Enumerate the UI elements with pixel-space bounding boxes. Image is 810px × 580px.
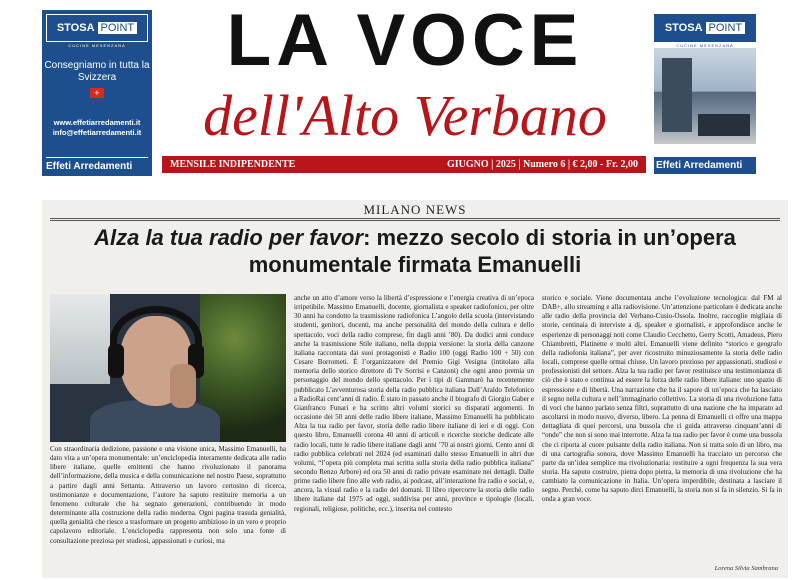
masthead-subtitle: dell'Alto Verbano: [203, 83, 607, 148]
masthead-title: LA VOCE: [226, 0, 584, 81]
headline-rest: : mezzo secolo di storia in un’opera monumentale firmata Emanuelli: [248, 225, 736, 277]
ad-left-contacts: [42, 118, 152, 138]
swiss-flag-icon: +: [90, 88, 104, 98]
ad-right-logo: STOSA POINT: [654, 14, 756, 42]
section-label: MILANO NEWS: [363, 202, 467, 217]
section-rule: [50, 218, 780, 219]
ad-left-consegna: Consegniamo in tutta la Svizzera: [44, 60, 150, 83]
masthead-bar: [162, 156, 646, 173]
kitchen-photo: [654, 48, 756, 144]
ad-left-email[interactable]: info@effetiarredamenti.it: [52, 128, 142, 137]
article: [42, 200, 788, 578]
ad-left-website[interactable]: www.effetiarredamenti.it: [53, 118, 141, 127]
article-signature: Lorena Silvia Sambrana: [714, 565, 778, 572]
ad-right-brand-sub: CUCINE MESENZANA: [676, 43, 734, 48]
masthead-tagline: MENSILE INDIPENDENTE: [170, 159, 296, 170]
kitchen-island: [698, 114, 750, 136]
article-column-3: storico e sociale. Viene documentata anche l’evoluzione tecnologica: dal FM al DAB+, allo streaming e alla radiovisione. Un’attenzione particolare è dedicata anche alle radio della provincia del Verbano-Cusio-Ossola. Inoltre, raccoglie migliaia di storie, centinaia di interviste a dj, speaker e giornalisti, e approfondisce anche le esperienze di personaggi noti come Claudio Cecchetto, Gerry Scotti, Amadeus, Piero Chiambretti, Platinette e molti altri. Emanuelli viene definito “storico e geografo della radiofonia italiana”, per aver ricostruito minuziosamente la storia delle radio locali, comprese quelle ormai chiuse. Un lavoro prezioso per appassionati, studiosi e professionisti del settore. Alza la tua radio per favor restituisce una testimonianza di ciò che è stato e continua ad essere la forza delle radio libere italiane: uno spazio di espressione e di libertà. Una narrazione che ha il sapore di un’epoca che ha lasciato il segno nella cultura e nell’immaginario collettivo. La storia di una rivoluzione fatta di voci che hanno parlato senza filtri, soprattutto di una nazione che ha imparato ad ascoltarsi in modo nuovo, diverso, libero. La penna di Emanuelli ci offre una mappa dettagliata di quei percorsi, una bussola che ci guida attraverso cinquant’anni di “onde” che non si sono mai interrotte. Alza la tua radio per favor è come una bussola che ci riporta al cuore pulsante della radio italiana. Non si tratta solo di un libro, ma di una cartografia sonora, dove Massimo Emanuelli ha tracciato un percorso che parte da un’idea semplice ma rivoluzionaria: restituire a ogni frequenza la sua vera storia. Ha saputo costruire, pietra dopo pietra, la memoria di una rivoluzione che ha cambiato la comunicazione in Italia. Un’opera imperdibile, destinata a lasciare il segno. Perché, come ha saputo dirci Emanuelli, la storia non si fa in silenzio. Si fa in onda a gran voce.: [542, 294, 782, 504]
article-headline: [52, 224, 778, 278]
section-rule: [50, 220, 780, 221]
ad-left-footer: Effeti Arredamenti: [46, 157, 148, 172]
article-column-2: anche un atto d’amore verso la libertà d’espressione e l’energia creativa di un’epoca irripetibile. Massimo Emanuelli, docente, giornalista e speaker radiofonico, per oltre 30 anni ha condotto la trasmissione radiofonica L’angolo della scuola (intervistando studenti, genitori, docenti, ma anche personalità del mondo della cultura e dello spettacolo, voci della radio comprese, fin dagli anni ’80). Da dodici anni conduce anche la trasmissione Stile italiano, nella doppia versione: la storia della canzone italiana raccontata dai suoi protagonisti e Radio 100 (oggi Radio 100 + 50) con Cesare Borrometi. È l’organizzatore del Premio Gigi Vesigna (intitolato alla memoria dello storico direttore di Tv Sorrisi e Canzoni) che ogni anno premia un personaggio del mondo dello spettacolo. Per i tipi di Gammarò ha recentemente pubblicato L’avventurosa storia della radio pubblica italiana Dall’Araldo Telefonico a RadioRai cent’anni di radio. È stato in passato anche il biografo di Giorgio Gaber e Gianfranco Funari e ha scritto altri volumi storici su disparati argomenti. In occasione dei 50 anni delle radio libere italiane, Massimo Emanuelli ha pubblicato Alza la tua radio per favor, storia delle radio libere italiane di ieri e di oggi. Con questo libro, Emanuelli corona 40 anni di articoli e ricerche storiche dedicate alle radio locali, tutte le radio libere italiane dagli anni ’70 ai nostri giorni. Cento anni di radio pubblica celebrati nel 2024 (ed esaminati dallo stesso Emanuelli in altri due volumi, “l’opera più completa mai scritta sulla storia della radio pubblica italiana” secondo Renzo Arbore) ed ora 50 anni di radio private esaminate nei dettagli. Dalle prime radio libere fino alle web radio, ai podcast, all’interazione fra radio e social, e, ancora, la visual radio e la radio del domani. Il libro ripercorre la storia delle radio libere italiane dal 1975 ad oggi, suddivisa per anni, province e tipologie (locali, regionali, religiose, politiche, ecc.), inserita nel contesto: [294, 294, 534, 513]
ad-right[interactable]: [650, 10, 760, 176]
headline-italic: Alza la tua radio per favor: [94, 225, 364, 250]
kitchen-cabinet: [662, 58, 692, 132]
ad-right-footer: Effeti Arredamenti: [654, 157, 756, 174]
article-column-1: Con straordinaria dedizione, passione e una visione unica, Massimo Emanuelli, ha dato vita a un’opera monumentale: un’enciclopedia interamente dedicata alle radio libere italiane, quelle emittenti che hanno rivoluzionato il panorama dell’informazione, della musica e della comunicazione nel nostro Paese, soprattutto a partire dagli anni Settanta. Attraverso un lavoro certosino di ricerca, testimonianze e documentazione, l’autore ha saputo restituire memoria a un fenomeno culturale che ha segnato generazioni, contribuendo in modo determinante alla costruzione della radio moderna. Ogni pagina trasuda genialità, quella genialità che riesce a trasformare un progetto ambizioso in un vero e proprio capolavoro editoriale. L’enciclopedia rappresenta non solo una fonte di consultazione preziosa per studiosi, appassionati e curiosi, ma: [50, 445, 286, 545]
ad-left[interactable]: [42, 10, 152, 176]
author-photo: [50, 294, 286, 442]
ad-left-brand-sub: CUCINE MESENZANA: [68, 43, 126, 48]
masthead-issue-info: GIUGNO | 2025 | Numero 6 | € 2,00 - Fr. 2,00: [446, 159, 638, 170]
ad-left-logo: STOSA POINT: [46, 14, 148, 42]
